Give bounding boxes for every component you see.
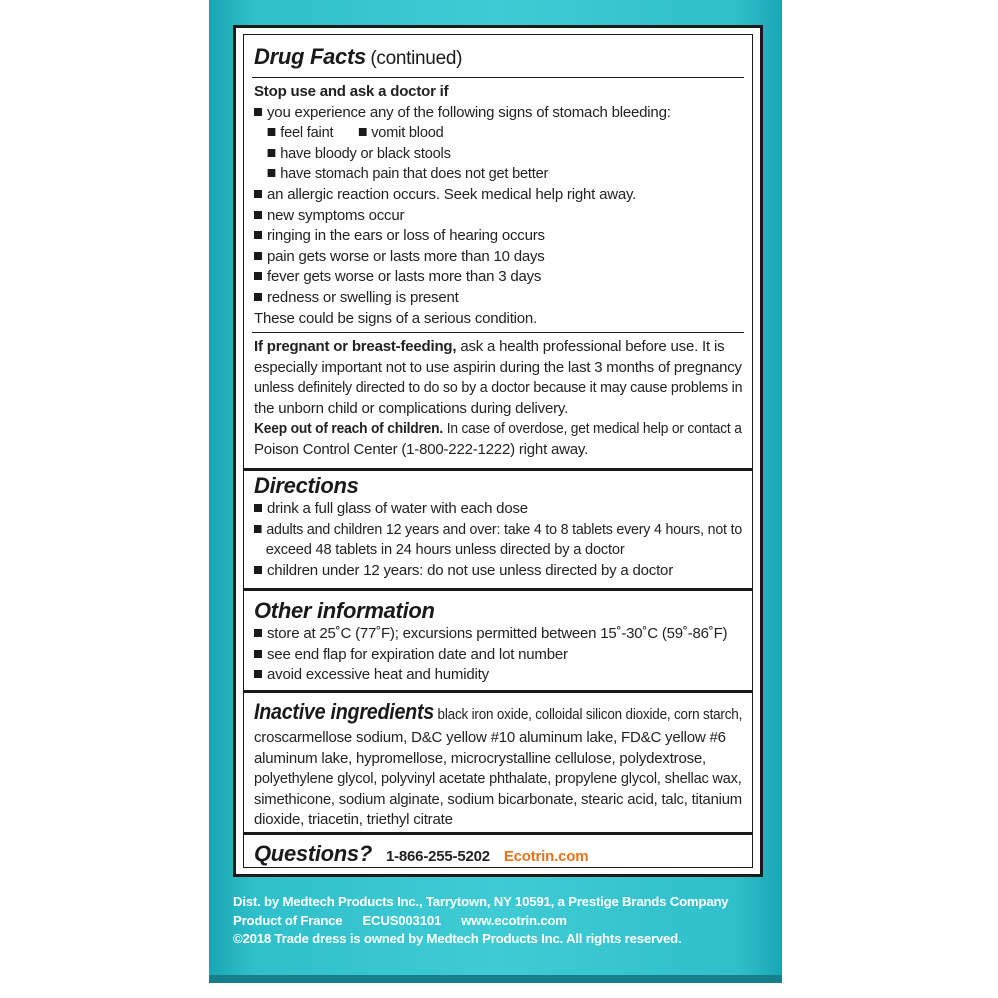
questions-phone: 1-866-255-5202	[385, 848, 490, 865]
inactive-heading: Inactive ingredients	[254, 699, 434, 724]
bullet-square-icon	[254, 108, 262, 116]
inactive-line: croscarmellose sodium, D&C yellow #10 aluminum lake, FD&C yellow #6	[254, 729, 726, 746]
other-info-section	[244, 598, 752, 686]
section-divider	[244, 588, 752, 591]
directions-section	[244, 473, 752, 581]
symptom-stomach-pain: have stomach pain that does not get better	[280, 165, 549, 183]
pregnancy-lead: If pregnant or breast-feeding,	[254, 338, 457, 355]
bullet-square-icon	[254, 670, 262, 678]
inactive-line: simethicone, sodium alginate, sodium bicarbonate, stearic acid, talc, titanium	[254, 790, 742, 808]
bullet-square-icon	[254, 231, 262, 239]
stop-use-item: redness or swelling is present	[267, 288, 459, 306]
drug-facts-subtitle: (continued)	[370, 48, 463, 69]
directions-item: drink a full glass of water with each dose	[267, 500, 528, 517]
bullet-square-icon	[268, 149, 276, 157]
stop-use-item: an allergic reaction occurs. Seek medical help right away.	[267, 185, 637, 203]
section-divider	[244, 468, 752, 471]
header-rule	[252, 77, 744, 78]
stop-use-item: new symptoms occur	[267, 206, 405, 224]
directions-item-continued: exceed 48 tablets in 24 hours unless directed by a doctor	[265, 541, 625, 559]
questions-website-link[interactable]: Ecotrin.com	[503, 848, 589, 865]
bullet-square-icon	[268, 128, 276, 136]
bullet-square-icon	[254, 525, 262, 533]
bullet-square-icon	[254, 650, 262, 658]
drug-facts-title: Drug Facts	[254, 44, 366, 69]
footer-distributor: Dist. by Medtech Products Inc., Tarrytown, NY 10591, a Prestige Brands Company	[233, 894, 729, 909]
footer-website: www.ecotrin.com	[461, 912, 567, 928]
bullet-square-icon	[254, 629, 262, 637]
footer-copyright: ©2018 Trade dress is owned by Medtech Products Inc. All rights reserved.	[233, 931, 682, 946]
inactive-line: polyethylene glycol, polyvinyl acetate phthalate, propylene glycol, shellac wax,	[254, 770, 742, 788]
stop-use-item: pain gets worse or lasts more than 10 days	[267, 247, 545, 265]
questions-heading: Questions?	[254, 841, 373, 866]
children-line: In case of overdose, get medical help or contact a	[446, 420, 742, 438]
stop-use-item: ringing in the ears or loss of hearing occurs	[267, 227, 545, 245]
carton-bottom-edge	[209, 975, 782, 983]
symptom-stools: have bloody or black stools	[280, 144, 451, 162]
inactive-line: aluminum lake, hypromellose, microcrystalline cellulose, polydextrose,	[254, 749, 707, 767]
other-info-item: see end flap for expiration date and lot number	[267, 645, 568, 663]
directions-heading: Directions	[254, 473, 359, 498]
symptom-vomit-blood: vomit blood	[371, 124, 444, 142]
other-info-heading: Other information	[254, 598, 435, 623]
bullet-square-icon	[254, 211, 262, 219]
bullet-square-icon	[254, 504, 262, 512]
pregnancy-line: especially important not to use aspirin during the last 3 months of pregnancy	[254, 358, 742, 376]
pregnancy-line: the unborn child or complications during delivery.	[254, 399, 569, 417]
pregnancy-rule	[252, 332, 744, 333]
directions-item: adults and children 12 years and over: take 4 to 8 tablets every 4 hours, not to	[266, 520, 743, 538]
bullet-square-icon	[254, 190, 262, 198]
bullet-square-icon	[268, 169, 276, 177]
inactive-line: dioxide, triacetin, triethyl citrate	[254, 811, 453, 829]
questions-section	[244, 841, 752, 870]
footer-code: ECUS003101	[362, 912, 442, 928]
pregnancy-line: ask a health professional before use. It is	[460, 338, 725, 355]
symptom-feel-faint: feel faint	[280, 124, 334, 142]
children-lead: Keep out of reach of children.	[254, 420, 444, 438]
section-divider	[244, 690, 752, 693]
bullet-square-icon	[254, 252, 262, 260]
stop-use-item: fever gets worse or lasts more than 3 days	[267, 268, 542, 286]
other-info-item: avoid excessive heat and humidity	[267, 666, 489, 684]
directions-item: children under 12 years: do not use unless directed by a doctor	[267, 561, 673, 579]
other-info-item: store at 25˚C (77˚F); excursions permitted between 15˚-30˚C (59˚-86˚F)	[267, 625, 728, 642]
pregnancy-line: unless definitely directed to do so by a doctor because it may cause problems in	[254, 379, 743, 397]
stop-use-closing: These could be signs of a serious condition.	[254, 309, 538, 327]
bullet-square-icon	[254, 272, 262, 280]
bullet-square-icon	[254, 293, 262, 301]
bullet-square-icon	[359, 128, 367, 136]
drug-facts-inner-border	[243, 34, 753, 868]
inactive-line: black iron oxide, colloidal silicon dioxide, corn starch,	[437, 706, 743, 723]
section-divider	[244, 832, 752, 835]
children-line: Poison Control Center (1-800-222-1222) right away.	[254, 440, 589, 458]
warnings-section	[244, 337, 752, 461]
drug-facts-panel	[233, 25, 763, 877]
inactive-ingredients-section	[244, 699, 752, 831]
drug-facts-header	[244, 44, 752, 72]
stop-use-heading: Stop use and ask a doctor if	[254, 83, 449, 100]
distributor-footer	[233, 893, 728, 949]
footer-origin: Product of France	[233, 912, 343, 928]
stop-use-section	[244, 82, 752, 329]
bleeding-intro: you experience any of the following signs of stomach bleeding:	[267, 103, 671, 121]
bullet-square-icon	[254, 566, 262, 574]
